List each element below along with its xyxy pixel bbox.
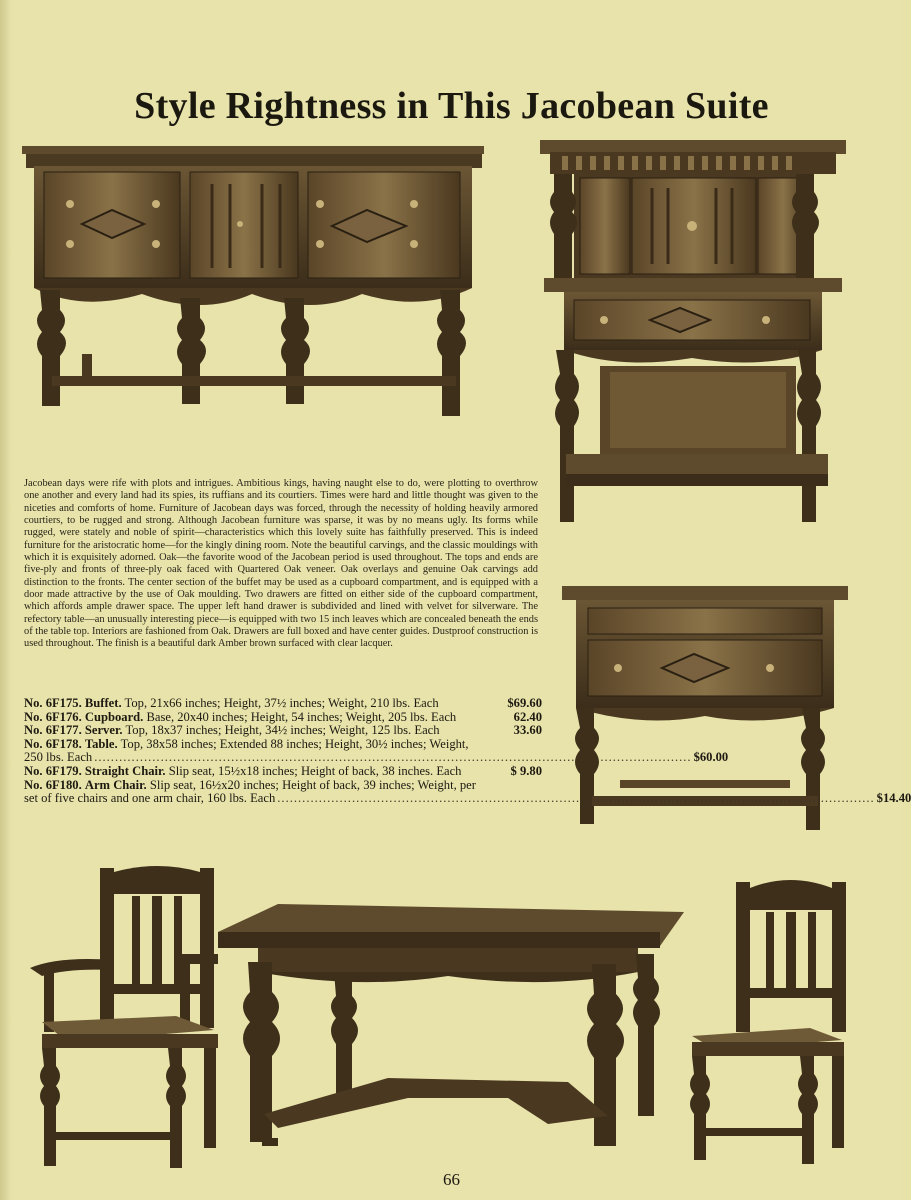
item-spec: Top, 38x58 inches; Extended 88 inches; Height, 30½ inches; Weight,	[120, 736, 469, 751]
straight-chair-image	[686, 878, 852, 1164]
item-number: No. 6F178.	[24, 736, 82, 751]
list-item	[24, 724, 542, 738]
list-item	[24, 697, 542, 711]
list-item	[24, 711, 542, 725]
item-spec: Top, 21x66 inches; Height, 37½ inches; Weight, 210 lbs.	[124, 696, 411, 710]
item-spec-continued: set of five chairs and one arm chair, 160 lbs. Each	[24, 791, 276, 806]
cupboard-image	[540, 136, 846, 540]
item-spec: Slip seat, 15½x18 inches; Height of back, 38 inches.	[168, 763, 434, 778]
item-price: 62.40	[513, 709, 542, 724]
item-name: Buffet.	[84, 696, 122, 710]
item-spec: Base, 20x40 inches; Height, 54 inches; Weight, 205 lbs.	[146, 709, 428, 724]
item-price: $60.00	[693, 750, 729, 765]
item-name: Table.	[84, 736, 118, 751]
item-number: No. 6F179.	[24, 763, 82, 778]
table-image	[218, 902, 684, 1170]
page-edge-shadow	[0, 0, 12, 1200]
item-number: No. 6F180.	[24, 777, 82, 792]
item-each: Each	[431, 709, 457, 724]
item-each: Each	[436, 763, 462, 778]
item-name: Cupboard.	[84, 709, 144, 724]
page-title: Style Rightness in This Jacobean Suite	[134, 85, 769, 127]
item-price: $69.60	[507, 696, 542, 710]
item-spec: Slip seat, 16½x20 inches; Height of back, 39 inches; Weight, per	[149, 777, 476, 792]
item-each: Each	[413, 696, 439, 710]
item-name: Arm Chair.	[84, 777, 147, 792]
item-spec-continued: 250 lbs. Each	[24, 750, 93, 765]
item-number: No. 6F176.	[24, 709, 82, 724]
item-price: $14.40	[876, 791, 911, 806]
leader-dots: ................................................................................................................................................	[94, 750, 692, 765]
item-name: Server.	[84, 723, 123, 738]
arm-chair-image	[28, 864, 224, 1170]
list-item	[24, 736, 729, 765]
item-spec: Top, 18x37 inches; Height, 34½ inches; Weight, 125 lbs.	[125, 723, 412, 738]
item-price: $ 9.80	[510, 763, 542, 778]
item-number: No. 6F175.	[24, 696, 82, 710]
leader-dots: ................................................................................................................................................	[277, 791, 875, 806]
item-name: Straight Chair.	[84, 763, 166, 778]
item-number: No. 6F177.	[24, 723, 82, 738]
description-paragraph: Jacobean days were rife with plots and intrigues. Ambitious kings, having naught else to do, were plotting to overthrow one another and every land had its spies, its ruffians and its courtiers. Times were hard and little thought was given to the niceties and comforts of home. Furniture of Jacobean days was forced, through the necessity of holding heavily armored courtiers, to be rugged and strong. Although Jacobean furniture was sparse, it was by no means ugly. Its forms while rugged, were stately and noble of spirit—characteristics which this lovely suite has faithfully preserved. This is indeed furniture for the aristocratic home—for the kingly dining room. Note the beautiful carvings, and the classic mouldings with which it is exquisitely adorned. Oak—the favorite wood of the Jacobean period is used throughout. The tops and ends are five-ply and fronts of three-ply oak faced with Quartered Oak veneer. Oak overlays and genuine Oak carvings add distinction to the fronts. The center section of the buffet may be used as a cupboard compartment, and is equipped with a door made attractive by the use of Oak moulding. Two drawers are fitted on either side of the cupboard compartment, which affords ample drawer space. The upper left hand drawer is subdivided and lined with velvet for silverware. The refectory table—an unusually interesting piece—is equipped with two 15 inch leaves which are concealed beneath the ends of the table top. Interiors are fashioned from Oak. Drawers are full boxed and have center guides. Dustproof construction is used throughout. The finish is a beautiful dark Amber brown surfaced with clear lacquer.	[24, 478, 538, 650]
item-each: Each	[414, 723, 440, 738]
item-list	[24, 696, 911, 806]
list-item	[24, 777, 911, 806]
buffet-image	[22, 144, 484, 422]
list-item	[24, 765, 542, 779]
item-price: 33.60	[513, 723, 542, 738]
page-number: 66	[443, 1170, 460, 1189]
